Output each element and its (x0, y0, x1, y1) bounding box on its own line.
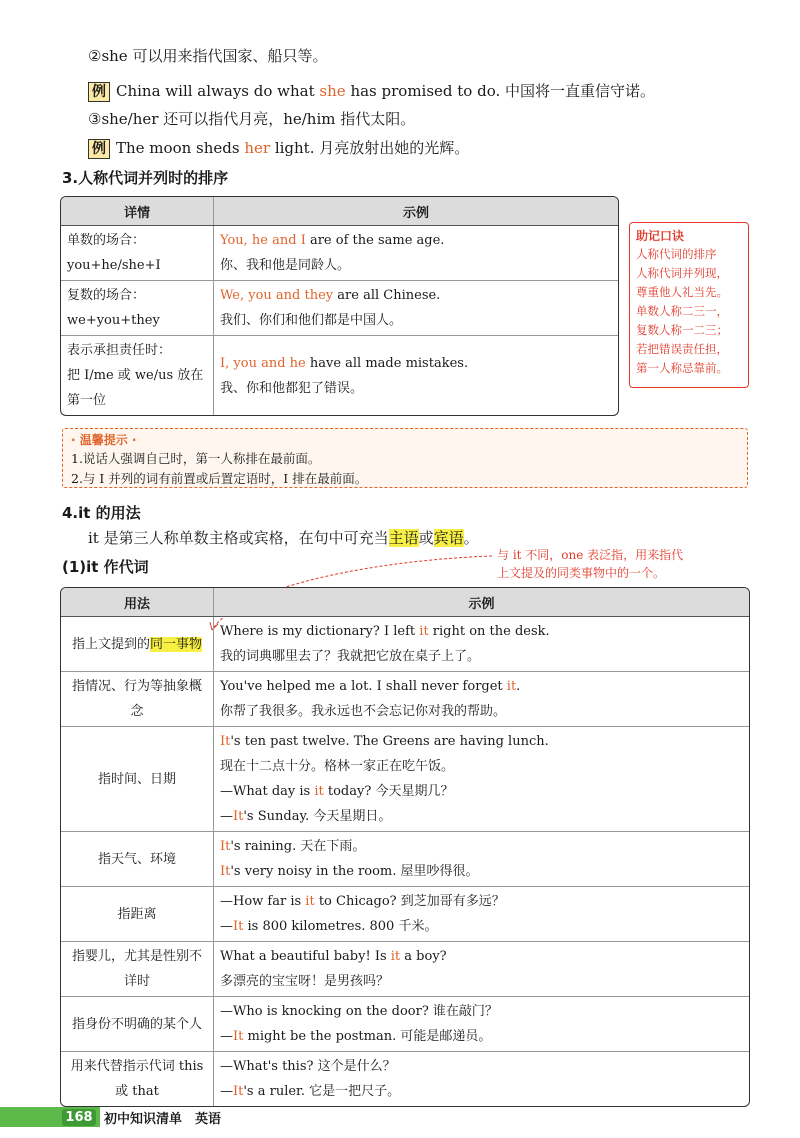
it-example-text: You've helped me a lot. I shall never forget (220, 679, 507, 694)
it-usage-row (61, 672, 749, 727)
intro-end: 。 (463, 529, 479, 547)
it-usage-row (61, 942, 749, 997)
it-example-text: a boy? (400, 949, 447, 964)
mnemonic-line: 单数人称二三一， (636, 304, 728, 318)
example-1-post: has promised to do. 中国将一直重信守诺。 (345, 82, 656, 100)
order-table-header-example: 示例 (214, 197, 619, 226)
it-example-text: might be the postman. 可能是邮递员。 (243, 1029, 492, 1044)
order-example-rest: are of the same age. (305, 233, 445, 248)
it-example-cell (214, 942, 750, 997)
example-2-highlight: her (244, 139, 271, 157)
it-example-line (220, 699, 743, 724)
it-example-text: — (220, 1084, 233, 1099)
it-example-text: . (516, 679, 521, 694)
it-example-cell (214, 887, 750, 942)
order-detail-label: 复数的场合： (67, 288, 146, 303)
it-usage-cell (61, 887, 214, 942)
example-label: 例 (88, 82, 110, 102)
it-example-line (220, 779, 743, 804)
tip-line-1: 1.说话人强调自己时，第一人称排在最前面。 (71, 451, 321, 466)
it-example-line (220, 1054, 743, 1079)
it-example-text: — (220, 919, 233, 934)
it-example-line (220, 914, 743, 939)
page-number: 168 (62, 1109, 96, 1126)
example-2-post: light. 月亮放射出她的光辉。 (270, 139, 470, 157)
it-example-cell (214, 617, 750, 672)
it-usage-label: 指身份不明确的某个人 (71, 1016, 202, 1032)
tips-title: · 温馨提示 · (71, 433, 137, 447)
it-example-text: —What day is (220, 784, 315, 799)
it-example-line (220, 804, 743, 829)
it-example-line (220, 674, 743, 699)
it-usage-cell (61, 832, 214, 887)
book-title: 初中知识清单 英语 (104, 1112, 222, 1127)
it-example-line (220, 859, 743, 884)
order-example-cn: 你、我和他是同龄人。 (220, 258, 351, 273)
it-example-text: 's Sunday. 今天星期日。 (243, 809, 392, 824)
it-usage-cell (61, 672, 214, 727)
it-example-highlight: It (233, 919, 244, 934)
section-4-title: 4.it 的用法 (62, 504, 141, 522)
it-usage-row (61, 887, 749, 942)
mnemonic-line: 若把错误责任担， (636, 342, 728, 356)
it-usage-label: 指婴儿，尤其是性别不详时 (71, 949, 202, 989)
it-example-cell (214, 672, 750, 727)
it-example-highlight: it (419, 624, 429, 639)
order-example-cn: 我们、你们和他们都是中国人。 (220, 313, 403, 328)
intro-pre: it 是第三人称单数主格或宾格，在句中可充当 (88, 529, 389, 547)
it-example-line (220, 944, 743, 969)
it-usage-label: 指上文提到的 (71, 636, 150, 652)
it-usage-cell (61, 997, 214, 1052)
it-example-text: 's a ruler. 它是一把尺子。 (243, 1084, 401, 1099)
it-example-cell (214, 997, 750, 1052)
order-detail-label: 单数的场合： (67, 233, 146, 248)
mnemonic-line: 复数人称一二三； (636, 323, 728, 337)
it-usage-highlight: 同一事物 (150, 636, 203, 652)
it-usage-label: 指情况、行为等抽象概念 (71, 679, 202, 719)
order-detail-formula: you+he/she+I (67, 258, 161, 273)
it-example-text: —Who is knocking on the door? 谁在敲门？ (220, 1004, 498, 1019)
order-example-highlight: I, you and he (220, 355, 306, 371)
it-usage-table (60, 587, 750, 1107)
example-label: 例 (88, 139, 110, 159)
note-line-she-country: ②she 可以用来指代国家、船只等。 (88, 47, 328, 65)
it-example-line (220, 999, 743, 1024)
intro-subject: 主语 (388, 529, 419, 547)
side-note-line-1: 与 it 不同，one 表泛指，用来指代 (497, 548, 684, 562)
order-example-rest: are all Chinese. (333, 288, 441, 303)
it-example-text: Where is my dictionary? I left (220, 624, 420, 639)
it-example-highlight: It (233, 1029, 244, 1044)
note-line-moon-sun: ③she/her 还可以指代月亮，he/him 指代太阳。 (88, 110, 416, 128)
mnemonic-title: 助记口诀 (636, 229, 685, 243)
it-example-highlight: It (233, 1084, 244, 1099)
mnemonic-line: 人称代词并列现， (636, 266, 728, 280)
it-table-header-usage: 用法 (61, 588, 214, 617)
it-example-text: 我的词典哪里去了？我就把它放在桌子上了。 (220, 649, 481, 664)
it-usage-row (61, 832, 749, 887)
it-example-text: — (220, 809, 233, 824)
it-example-highlight: it (305, 894, 315, 909)
it-example-line (220, 754, 743, 779)
it-example-highlight: it (390, 949, 401, 964)
order-detail-formula: 把 I/me 或 we/us 放在第一位 (67, 368, 204, 408)
it-usage-label: 指天气、环境 (97, 851, 176, 867)
it-example-line (220, 1024, 743, 1049)
it-usage-label: 指距离 (117, 906, 157, 922)
order-example-rest: have all made mistakes. (305, 355, 469, 371)
it-example-text: — (220, 1029, 233, 1044)
it-example-cell (214, 832, 750, 887)
order-table-header-detail: 详情 (61, 197, 214, 226)
it-example-text: 's raining. 天在下雨。 (230, 839, 366, 854)
side-note-line-2: 上文提及的同类事物中的一个。 (497, 566, 666, 580)
it-example-text: to Chicago? 到芝加哥有多远？ (314, 894, 505, 909)
it-usage-row (61, 727, 749, 832)
tip-line-2: 2.与 I 并列的词有前置或后置定语时，I 排在最前面。 (71, 471, 368, 486)
it-example-highlight: it (314, 784, 324, 799)
example-2-pre: The moon sheds (116, 139, 245, 157)
mnemonic-line: 第一人称忌靠前。 (636, 361, 728, 375)
it-example-text: —How far is (220, 894, 306, 909)
mnemonic-line: 人称代词的排序 (636, 247, 717, 261)
it-example-text: 多漂亮的宝宝呀！是男孩吗？ (220, 974, 390, 989)
it-example-highlight: it (506, 679, 517, 694)
it-example-text: 's ten past twelve. The Greens are having lunch. (230, 734, 549, 749)
order-example-highlight: You, he and I (220, 233, 306, 248)
it-example-text: right on the desk. (428, 624, 550, 639)
subsection-title: (1)it 作代词 (62, 558, 149, 576)
it-usage-cell (61, 617, 214, 672)
it-example-line (220, 729, 743, 754)
section-3-title: 3.人称代词并列时的排序 (62, 169, 229, 187)
order-example-cn: 我、你和他都犯了错误。 (220, 380, 364, 396)
it-example-text: 现在十二点十分。格林一家正在吃午饭。 (220, 759, 455, 774)
it-example-text: 你帮了我很多。我永远也不会忘记你对我的帮助。 (220, 704, 507, 719)
order-detail-label: 表示承担责任时： (67, 343, 172, 358)
it-usage-row (61, 617, 749, 672)
order-example-highlight: We, you and they (220, 288, 334, 303)
it-usage-cell (61, 727, 214, 832)
it-usage-row (61, 997, 749, 1052)
it-example-cell (214, 727, 750, 832)
it-example-text: —What's this? 这个是什么？ (220, 1059, 396, 1074)
example-1-pre: China will always do what (116, 82, 320, 100)
intro-or: 或 (418, 529, 434, 547)
it-example-highlight: It (220, 864, 231, 879)
it-example-highlight: It (233, 809, 244, 824)
it-example-text: today? 今天星期几？ (323, 784, 454, 799)
it-example-line (220, 644, 743, 669)
it-example-text: 's very noisy in the room. 屋里吵得很。 (230, 864, 479, 879)
intro-object: 宾语 (433, 529, 464, 547)
it-table-header-example: 示例 (214, 588, 750, 617)
mnemonic-line: 尊重他人礼当先。 (636, 285, 728, 299)
it-example-line (220, 889, 743, 914)
it-usage-label: 指时间、日期 (97, 771, 176, 787)
page-footer (0, 1097, 800, 1138)
order-detail-formula: we+you+they (67, 313, 160, 328)
it-example-line (220, 834, 743, 859)
it-table-body (61, 617, 749, 1107)
example-1-highlight: she (319, 82, 346, 100)
it-example-line (220, 619, 743, 644)
it-example-highlight: It (220, 734, 231, 749)
it-example-text: is 800 kilometres. 800 千米。 (243, 919, 438, 934)
it-example-line (220, 969, 743, 994)
it-example-highlight: It (220, 839, 231, 854)
it-usage-label: 用来代替指示代词 this 或 that (70, 1059, 204, 1099)
it-example-text: What a beautiful baby! Is (220, 949, 391, 964)
it-usage-cell (61, 942, 214, 997)
